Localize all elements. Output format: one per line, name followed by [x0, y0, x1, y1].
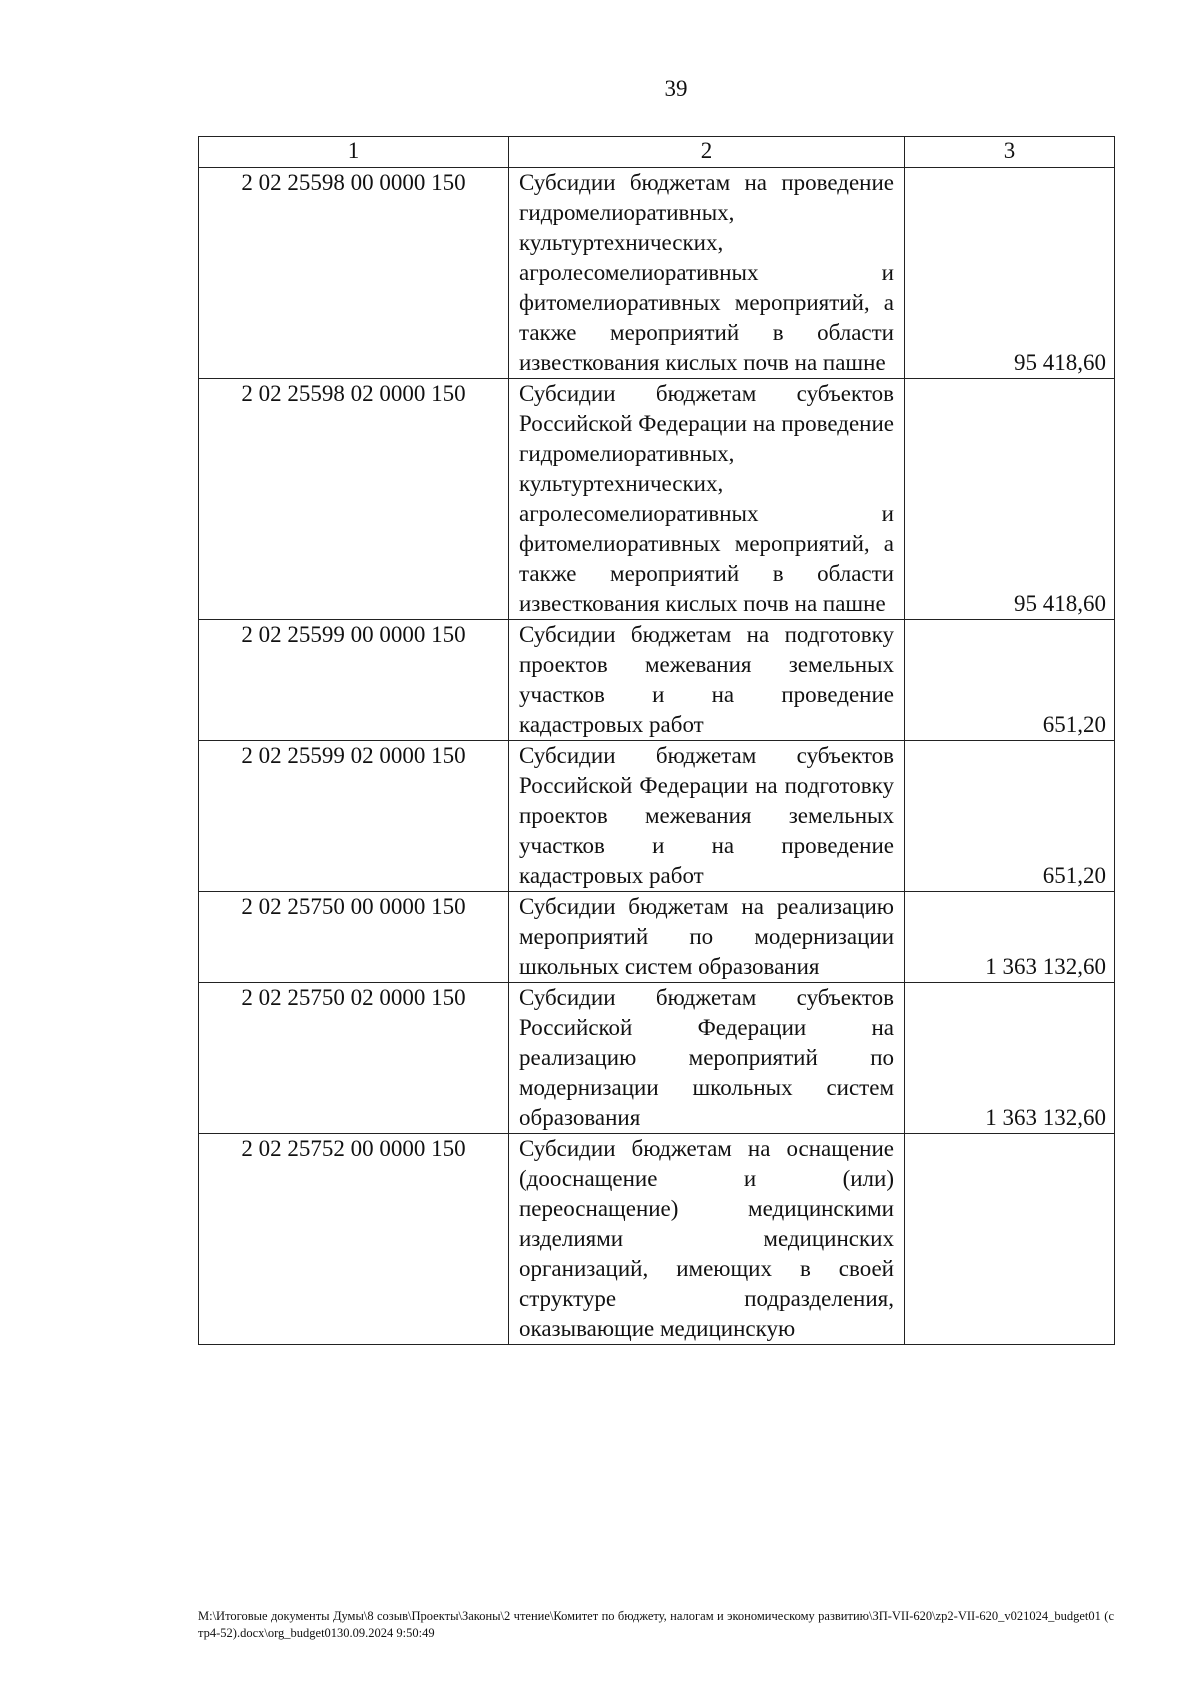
row-sum: 1 363 132,60: [905, 983, 1115, 1134]
row-sum: 95 418,60: [905, 168, 1115, 379]
table-row: [199, 741, 1115, 892]
table-row: [199, 892, 1115, 983]
table-row: [199, 620, 1115, 741]
table-row: [199, 379, 1115, 620]
row-name: Субсидии бюджетам субъектов Российской Федерации на реализацию мероприятий по модернизации школьных систем образования: [509, 983, 905, 1134]
row-name: Субсидии бюджетам субъектов Российской Федерации на проведение гидромелиоративных, культуртехнических, агролесомелиоративных и фитомелиоративных мероприятий, а также мероприятий в области известкования кислых почв на пашне: [509, 379, 905, 620]
table-header-row: [199, 137, 1115, 168]
row-name: Субсидии бюджетам на оснащение (дооснащение и (или) переоснащение) медицинскими изделиями медицинских организаций, имеющих в своей структуре подразделения, оказывающие медицинскую: [509, 1134, 905, 1345]
row-code: 2 02 25750 02 0000 150: [199, 983, 509, 1134]
row-sum: 95 418,60: [905, 379, 1115, 620]
row-sum: 651,20: [905, 620, 1115, 741]
row-code: 2 02 25598 00 0000 150: [199, 168, 509, 379]
budget-table: [198, 136, 1115, 1345]
row-code: 2 02 25599 02 0000 150: [199, 741, 509, 892]
row-code: 2 02 25752 00 0000 150: [199, 1134, 509, 1345]
row-sum: 1 363 132,60: [905, 892, 1115, 983]
header-col-3: 3: [905, 137, 1115, 168]
footer-file-path: M:\Итоговые документы Думы\8 созыв\Проекты\Законы\2 чтение\Комитет по бюджету, налогам и экономическому развитию\ЗП-VII-620\zp2-VII-620_v021024_budget01 (стр4-52).docx\org_budget0130.09.2024 9:50:49: [198, 1609, 1114, 1640]
row-name: Субсидии бюджетам на проведение гидромелиоративных, культуртехнических, агролесомелиоративных и фитомелиоративных мероприятий, а также мероприятий в области известкования кислых почв на пашне: [509, 168, 905, 379]
row-code: 2 02 25750 00 0000 150: [199, 892, 509, 983]
row-code: 2 02 25599 00 0000 150: [199, 620, 509, 741]
row-name: Субсидии бюджетам на реализацию мероприятий по модернизации школьных систем образования: [509, 892, 905, 983]
header-col-1: 1: [199, 137, 509, 168]
row-name: Субсидии бюджетам на подготовку проектов межевания земельных участков и на проведение кадастровых работ: [509, 620, 905, 741]
table-row: [199, 1134, 1115, 1345]
page-number: 39: [664, 76, 688, 101]
row-sum: 651,20: [905, 741, 1115, 892]
table-row: [199, 983, 1115, 1134]
header-col-2: 2: [509, 137, 905, 168]
row-sum: [905, 1134, 1115, 1345]
table-row: [199, 168, 1115, 379]
row-code: 2 02 25598 02 0000 150: [199, 379, 509, 620]
row-name: Субсидии бюджетам субъектов Российской Федерации на подготовку проектов межевания земельных участков и на проведение кадастровых работ: [509, 741, 905, 892]
